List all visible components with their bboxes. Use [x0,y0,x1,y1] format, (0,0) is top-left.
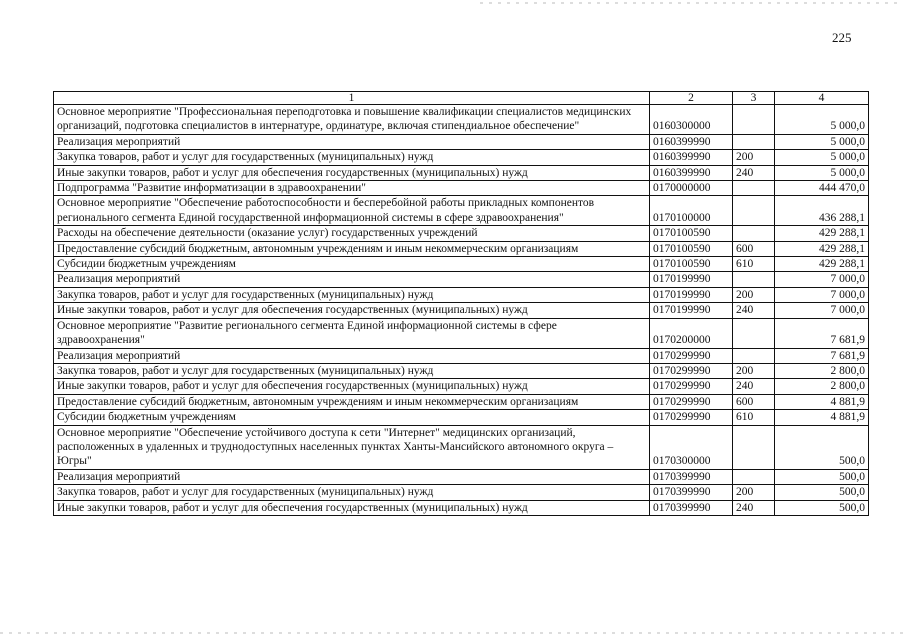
row-name-cell: Субсидии бюджетным учреждениям [54,257,650,272]
table-row [54,105,869,135]
row-code-cell: 0170100590 [650,226,733,241]
row-code-cell: 0170200000 [650,318,733,348]
table-row [54,226,869,241]
row-kvr-cell: 200 [733,287,775,302]
row-name-cell: Предоставление субсидий бюджетным, автономным учреждениям и иным некоммерческим организациям [54,241,650,256]
row-kvr-cell: 600 [733,394,775,409]
row-kvr-cell: 200 [733,150,775,165]
page-number: 225 [832,30,852,45]
table-row [54,318,869,348]
row-kvr-cell: 240 [733,303,775,318]
table-header-row [54,92,869,105]
row-kvr-cell: 610 [733,410,775,425]
table-row [54,348,869,363]
column-header-2: 2 [650,92,733,105]
row-kvr-cell [733,181,775,196]
row-name-cell: Закупка товаров, работ и услуг для государственных (муниципальных) нужд [54,363,650,378]
row-name-cell: Иные закупки товаров, работ и услуг для обеспечения государственных (муниципальных) нужд [54,165,650,180]
row-sum-cell: 444 470,0 [775,181,869,196]
row-code-cell: 0160399990 [650,150,733,165]
row-name-cell: Иные закупки товаров, работ и услуг для обеспечения государственных (муниципальных) нужд [54,500,650,515]
row-sum-cell: 4 881,9 [775,410,869,425]
row-code-cell: 0160399990 [650,134,733,149]
row-sum-cell: 5 000,0 [775,165,869,180]
table-row [54,272,869,287]
row-name-cell: Основное мероприятие "Обеспечение устойчивого доступа к сети "Интернет" медицинских организаций, расположенных в удаленных и труднодоступных населенных пунктах Ханты-Мансийского автономного округа – Югры" [54,425,650,469]
row-sum-cell: 5 000,0 [775,105,869,135]
row-code-cell: 0170299990 [650,394,733,409]
row-kvr-cell [733,196,775,226]
table-row [54,287,869,302]
row-name-cell: Закупка товаров, работ и услуг для государственных (муниципальных) нужд [54,485,650,500]
row-kvr-cell: 240 [733,165,775,180]
row-sum-cell: 2 800,0 [775,379,869,394]
row-name-cell: Основное мероприятие "Развитие регионального сегмента Единой информационной системы в сфере здравоохранения" [54,318,650,348]
table-row [54,379,869,394]
row-sum-cell: 500,0 [775,469,869,484]
row-code-cell: 0170299990 [650,348,733,363]
row-sum-cell: 4 881,9 [775,394,869,409]
row-kvr-cell: 200 [733,363,775,378]
row-code-cell: 0160399990 [650,165,733,180]
row-name-cell: Основное мероприятие "Профессиональная переподготовка и повышение квалификации специалистов медицинских организаций, подготовка специалистов в интернатуре, ординатуре, включая стипендиальное обеспечение" [54,105,650,135]
table-row [54,150,869,165]
row-name-cell: Закупка товаров, работ и услуг для государственных (муниципальных) нужд [54,287,650,302]
row-sum-cell: 7 681,9 [775,348,869,363]
row-sum-cell: 7 000,0 [775,287,869,302]
row-sum-cell: 5 000,0 [775,150,869,165]
row-kvr-cell [733,425,775,469]
row-sum-cell: 5 000,0 [775,134,869,149]
table-row [54,241,869,256]
row-code-cell: 0170199990 [650,303,733,318]
row-sum-cell: 500,0 [775,425,869,469]
row-sum-cell: 7 000,0 [775,272,869,287]
row-kvr-cell [733,469,775,484]
table-row [54,196,869,226]
row-name-cell: Иные закупки товаров, работ и услуг для обеспечения государственных (муниципальных) нужд [54,303,650,318]
row-kvr-cell [733,134,775,149]
row-kvr-cell: 600 [733,241,775,256]
row-code-cell: 0170100590 [650,241,733,256]
row-code-cell: 0170299990 [650,363,733,378]
table-row [54,425,869,469]
row-sum-cell: 429 288,1 [775,226,869,241]
row-sum-cell: 429 288,1 [775,257,869,272]
table-row [54,165,869,180]
table-row [54,363,869,378]
row-name-cell: Иные закупки товаров, работ и услуг для обеспечения государственных (муниципальных) нужд [54,379,650,394]
row-kvr-cell [733,105,775,135]
row-sum-cell: 7 681,9 [775,318,869,348]
row-name-cell: Субсидии бюджетным учреждениям [54,410,650,425]
budget-table [53,91,869,516]
row-kvr-cell: 240 [733,500,775,515]
row-sum-cell: 500,0 [775,500,869,515]
table-row [54,257,869,272]
row-name-cell: Реализация мероприятий [54,134,650,149]
row-name-cell: Подпрограмма "Развитие информатизации в здравоохранении" [54,181,650,196]
row-sum-cell: 429 288,1 [775,241,869,256]
row-code-cell: 0160300000 [650,105,733,135]
column-header-3: 3 [733,92,775,105]
row-code-cell: 0170299990 [650,379,733,394]
table-row [54,410,869,425]
row-sum-cell: 436 288,1 [775,196,869,226]
row-name-cell: Реализация мероприятий [54,469,650,484]
scan-noise-top [480,2,900,4]
table-row [54,394,869,409]
row-code-cell: 0170000000 [650,181,733,196]
row-kvr-cell [733,318,775,348]
row-code-cell: 0170399990 [650,500,733,515]
row-code-cell: 0170100000 [650,196,733,226]
row-kvr-cell [733,226,775,241]
row-kvr-cell [733,348,775,363]
table-row [54,485,869,500]
table-row [54,500,869,515]
row-name-cell: Закупка товаров, работ и услуг для государственных (муниципальных) нужд [54,150,650,165]
column-header-4: 4 [775,92,869,105]
row-code-cell: 0170399990 [650,485,733,500]
table-row [54,181,869,196]
row-code-cell: 0170299990 [650,410,733,425]
row-name-cell: Расходы на обеспечение деятельности (оказание услуг) государственных учреждений [54,226,650,241]
table-body [54,105,869,516]
row-name-cell: Реализация мероприятий [54,348,650,363]
row-code-cell: 0170300000 [650,425,733,469]
row-code-cell: 0170100590 [650,257,733,272]
row-name-cell: Основное мероприятие "Обеспечение работоспособности и бесперебойной работы прикладных компонентов регионального сегмента Единой государственной информационной системы в сфере здравоохранения" [54,196,650,226]
row-sum-cell: 2 800,0 [775,363,869,378]
row-code-cell: 0170399990 [650,469,733,484]
row-kvr-cell [733,272,775,287]
row-kvr-cell: 240 [733,379,775,394]
table-row [54,469,869,484]
table-row [54,303,869,318]
scan-noise-bottom [0,632,905,634]
row-code-cell: 0170199990 [650,272,733,287]
row-code-cell: 0170199990 [650,287,733,302]
row-name-cell: Реализация мероприятий [54,272,650,287]
row-name-cell: Предоставление субсидий бюджетным, автономным учреждениям и иным некоммерческим организациям [54,394,650,409]
row-sum-cell: 7 000,0 [775,303,869,318]
table-row [54,134,869,149]
row-kvr-cell: 200 [733,485,775,500]
row-kvr-cell: 610 [733,257,775,272]
row-sum-cell: 500,0 [775,485,869,500]
column-header-1: 1 [54,92,650,105]
